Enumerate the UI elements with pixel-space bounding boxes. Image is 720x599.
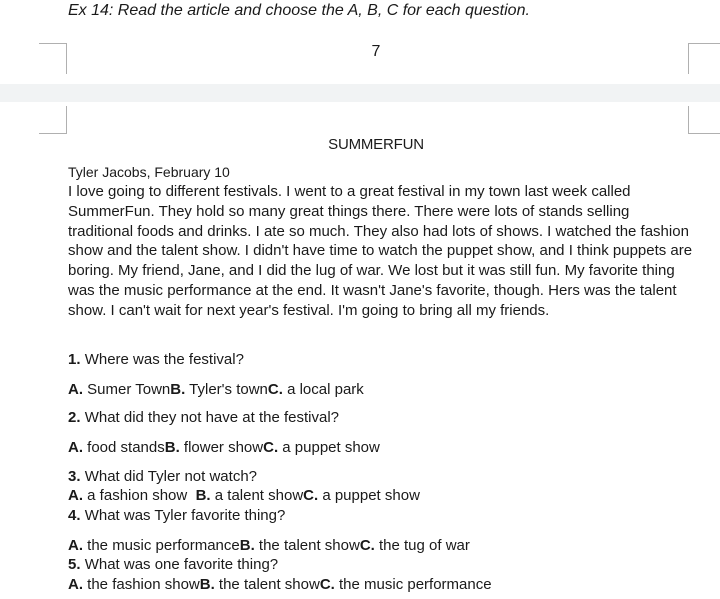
- page-corner-mark-bottom-right: [688, 106, 720, 134]
- question-4-options: [68, 537, 470, 554]
- question-4: [68, 507, 285, 524]
- question-2-options: [68, 439, 380, 456]
- page-break-gap: [0, 84, 720, 102]
- question-1: [68, 351, 244, 368]
- question-text: What was one favorite thing?: [84, 556, 279, 573]
- option-b[interactable]: the talent show: [258, 537, 360, 554]
- page-corner-mark-bottom-left: [39, 106, 67, 134]
- question-text: What was Tyler favorite thing?: [84, 507, 286, 524]
- option-letter: B.: [170, 381, 186, 398]
- option-c[interactable]: the music performance: [339, 576, 492, 593]
- question-3: [68, 468, 257, 485]
- question-number: 4.: [68, 507, 81, 524]
- option-letter: C.: [303, 487, 319, 504]
- option-a[interactable]: a fashion show: [87, 487, 188, 504]
- option-letter: B.: [239, 537, 255, 554]
- option-a[interactable]: the music performance: [87, 537, 240, 554]
- question-number: 5.: [68, 556, 81, 573]
- option-letter: C.: [359, 537, 375, 554]
- option-letter: A.: [68, 487, 83, 504]
- article-title: SUMMERFUN: [328, 136, 424, 153]
- option-letter: B.: [195, 487, 211, 504]
- option-letter: C.: [319, 576, 335, 593]
- question-number: 3.: [68, 468, 81, 485]
- option-a[interactable]: Sumer Town: [87, 381, 171, 398]
- option-letter: C.: [267, 381, 283, 398]
- question-text: What did Tyler not watch?: [84, 468, 257, 485]
- option-c[interactable]: the tug of war: [379, 537, 470, 554]
- option-letter: A.: [68, 576, 83, 593]
- article-byline: Tyler Jacobs, February 10: [68, 164, 230, 180]
- option-letter: C.: [263, 439, 279, 456]
- option-c[interactable]: a puppet show: [322, 487, 420, 504]
- question-1-options: [68, 381, 364, 398]
- option-b[interactable]: the talent show: [218, 576, 320, 593]
- option-c[interactable]: a local park: [287, 381, 364, 398]
- question-text: Where was the festival?: [84, 351, 244, 368]
- question-text: What did they not have at the festival?: [84, 409, 340, 426]
- option-letter: A.: [68, 381, 83, 398]
- option-letter: A.: [68, 439, 83, 456]
- exercise-instruction: Ex 14: Read the article and choose the A, B, C for each question.: [68, 2, 530, 19]
- option-b[interactable]: a talent show: [214, 487, 304, 504]
- option-a[interactable]: food stands: [87, 439, 165, 456]
- article-body: I love going to different festivals. I went to a great festival in my town last week called SummerFun. They hold so many great things there. There were lots of stands selling traditional foods and drinks. I ate so much. They also had lots of shows. I watched the fashion show and the talent show. I didn't have time to watch the puppet show, and I think puppets are boring. My friend, Jane, and I did the lug of war. We lost but it was still fun. My favorite thing was the music performance at the end. It wasn't Jane's favorite, though. Hers was the talent show. I can't wait for next year's festival. I'm going to bring all my friends.: [68, 183, 693, 319]
- page-number: 7: [371, 43, 381, 60]
- question-number: 2.: [68, 409, 81, 426]
- question-number: 1.: [68, 351, 81, 368]
- option-letter: B.: [164, 439, 180, 456]
- option-b[interactable]: flower show: [183, 439, 264, 456]
- option-a[interactable]: the fashion show: [87, 576, 200, 593]
- question-3-options: [68, 487, 420, 504]
- option-b[interactable]: Tyler's town: [189, 381, 268, 398]
- question-5: [68, 556, 278, 573]
- option-c[interactable]: a puppet show: [282, 439, 380, 456]
- option-letter: B.: [199, 576, 215, 593]
- question-2: [68, 409, 339, 426]
- question-5-options: [68, 576, 492, 593]
- option-letter: A.: [68, 537, 83, 554]
